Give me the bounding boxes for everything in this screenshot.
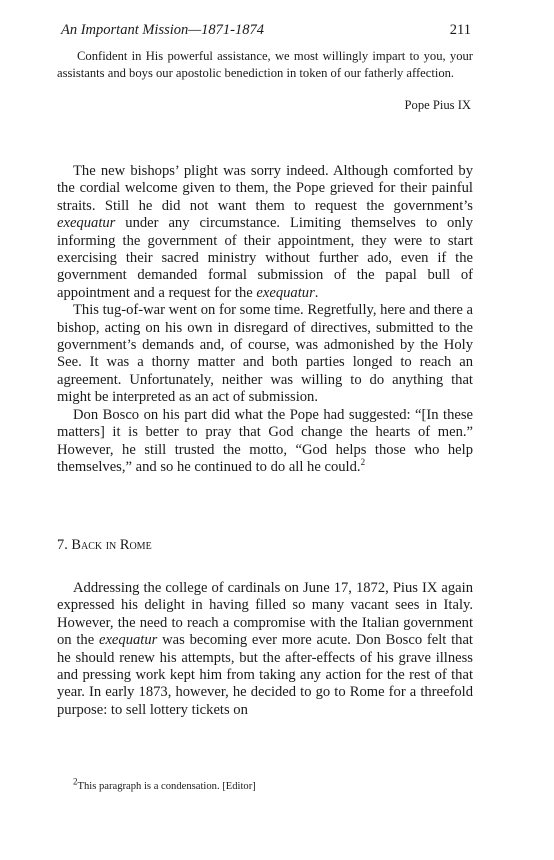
section-title: Back in Rome [71, 537, 152, 553]
paragraph: This tug-of-war went on for some time. Regretfully, here and there a bishop, acting on his own in disregard of directives, submitted to the government’s demands and, of course, was admonished by the Holy See. It was a thorny matter and both parties longed to reach an agreement. Unfortunately, neither was willing to do anything that might be interpreted as an act of submission. [57, 302, 473, 406]
body-text-2 [57, 580, 473, 719]
footnote-mark: 2 [73, 776, 78, 787]
page-number: 211 [449, 22, 471, 38]
running-header [57, 22, 473, 42]
emphasis: exequatur [256, 284, 315, 301]
paragraph: The new bishops’ plight was sorry indeed. Although comforted by the cordial welcome given to them, the Pope grieved for their painful straits. Still he did not want them to request the government’s exequatur under any circumstance. Limiting themselves to only informing the government of their appointment, they were to start exercising their sacred ministry without further ado, even if the government demanded formal submission of the papal bull of appointment and a request for the exequatur. [57, 163, 473, 301]
paragraph: Don Bosco on his part did what the Pope had suggested: “[In these matters] it is better to pray that God change the hearts of men.” However, he still trusted the motto, “God helps those who help themselves,” and so he continued to do all he could.$^2$ [57, 406, 473, 475]
footnote-reference[interactable]: 2 [360, 457, 366, 468]
paragraph: Addressing the college of cardinals on June 17, 1872, Pius IX again expressed his delight in having filled so many vacant sees in Italy. However, the need to reach a compromise with the Italian government on the exequatur was becoming ever more acute. Don Bosco felt that he should renew his attempts, but the after-effects of his grave illness and pressing work kept him from taking any action for the rest of that year. In early 1873, however, he decided to go to Rome for a threefold purpose: to sell lottery tickets on [57, 580, 473, 718]
emphasis: exequatur [98, 632, 158, 649]
footnote [73, 776, 256, 792]
quote-text: Confident in His powerful assistance, we most willingly impart to you, your assistants and boys our apostolic benediction in token of our fatherly affection. [57, 49, 473, 80]
emphasis: exequatur [57, 215, 116, 232]
running-title: An Important Mission—1871-1874 [61, 22, 264, 38]
footnote-text: This paragraph is a condensation. [Editor] [77, 781, 256, 792]
quote-signature: Pope Pius IX [404, 98, 471, 112]
body-text-1 [57, 163, 473, 476]
section-heading [57, 537, 152, 554]
section-number: 7. [57, 537, 68, 553]
